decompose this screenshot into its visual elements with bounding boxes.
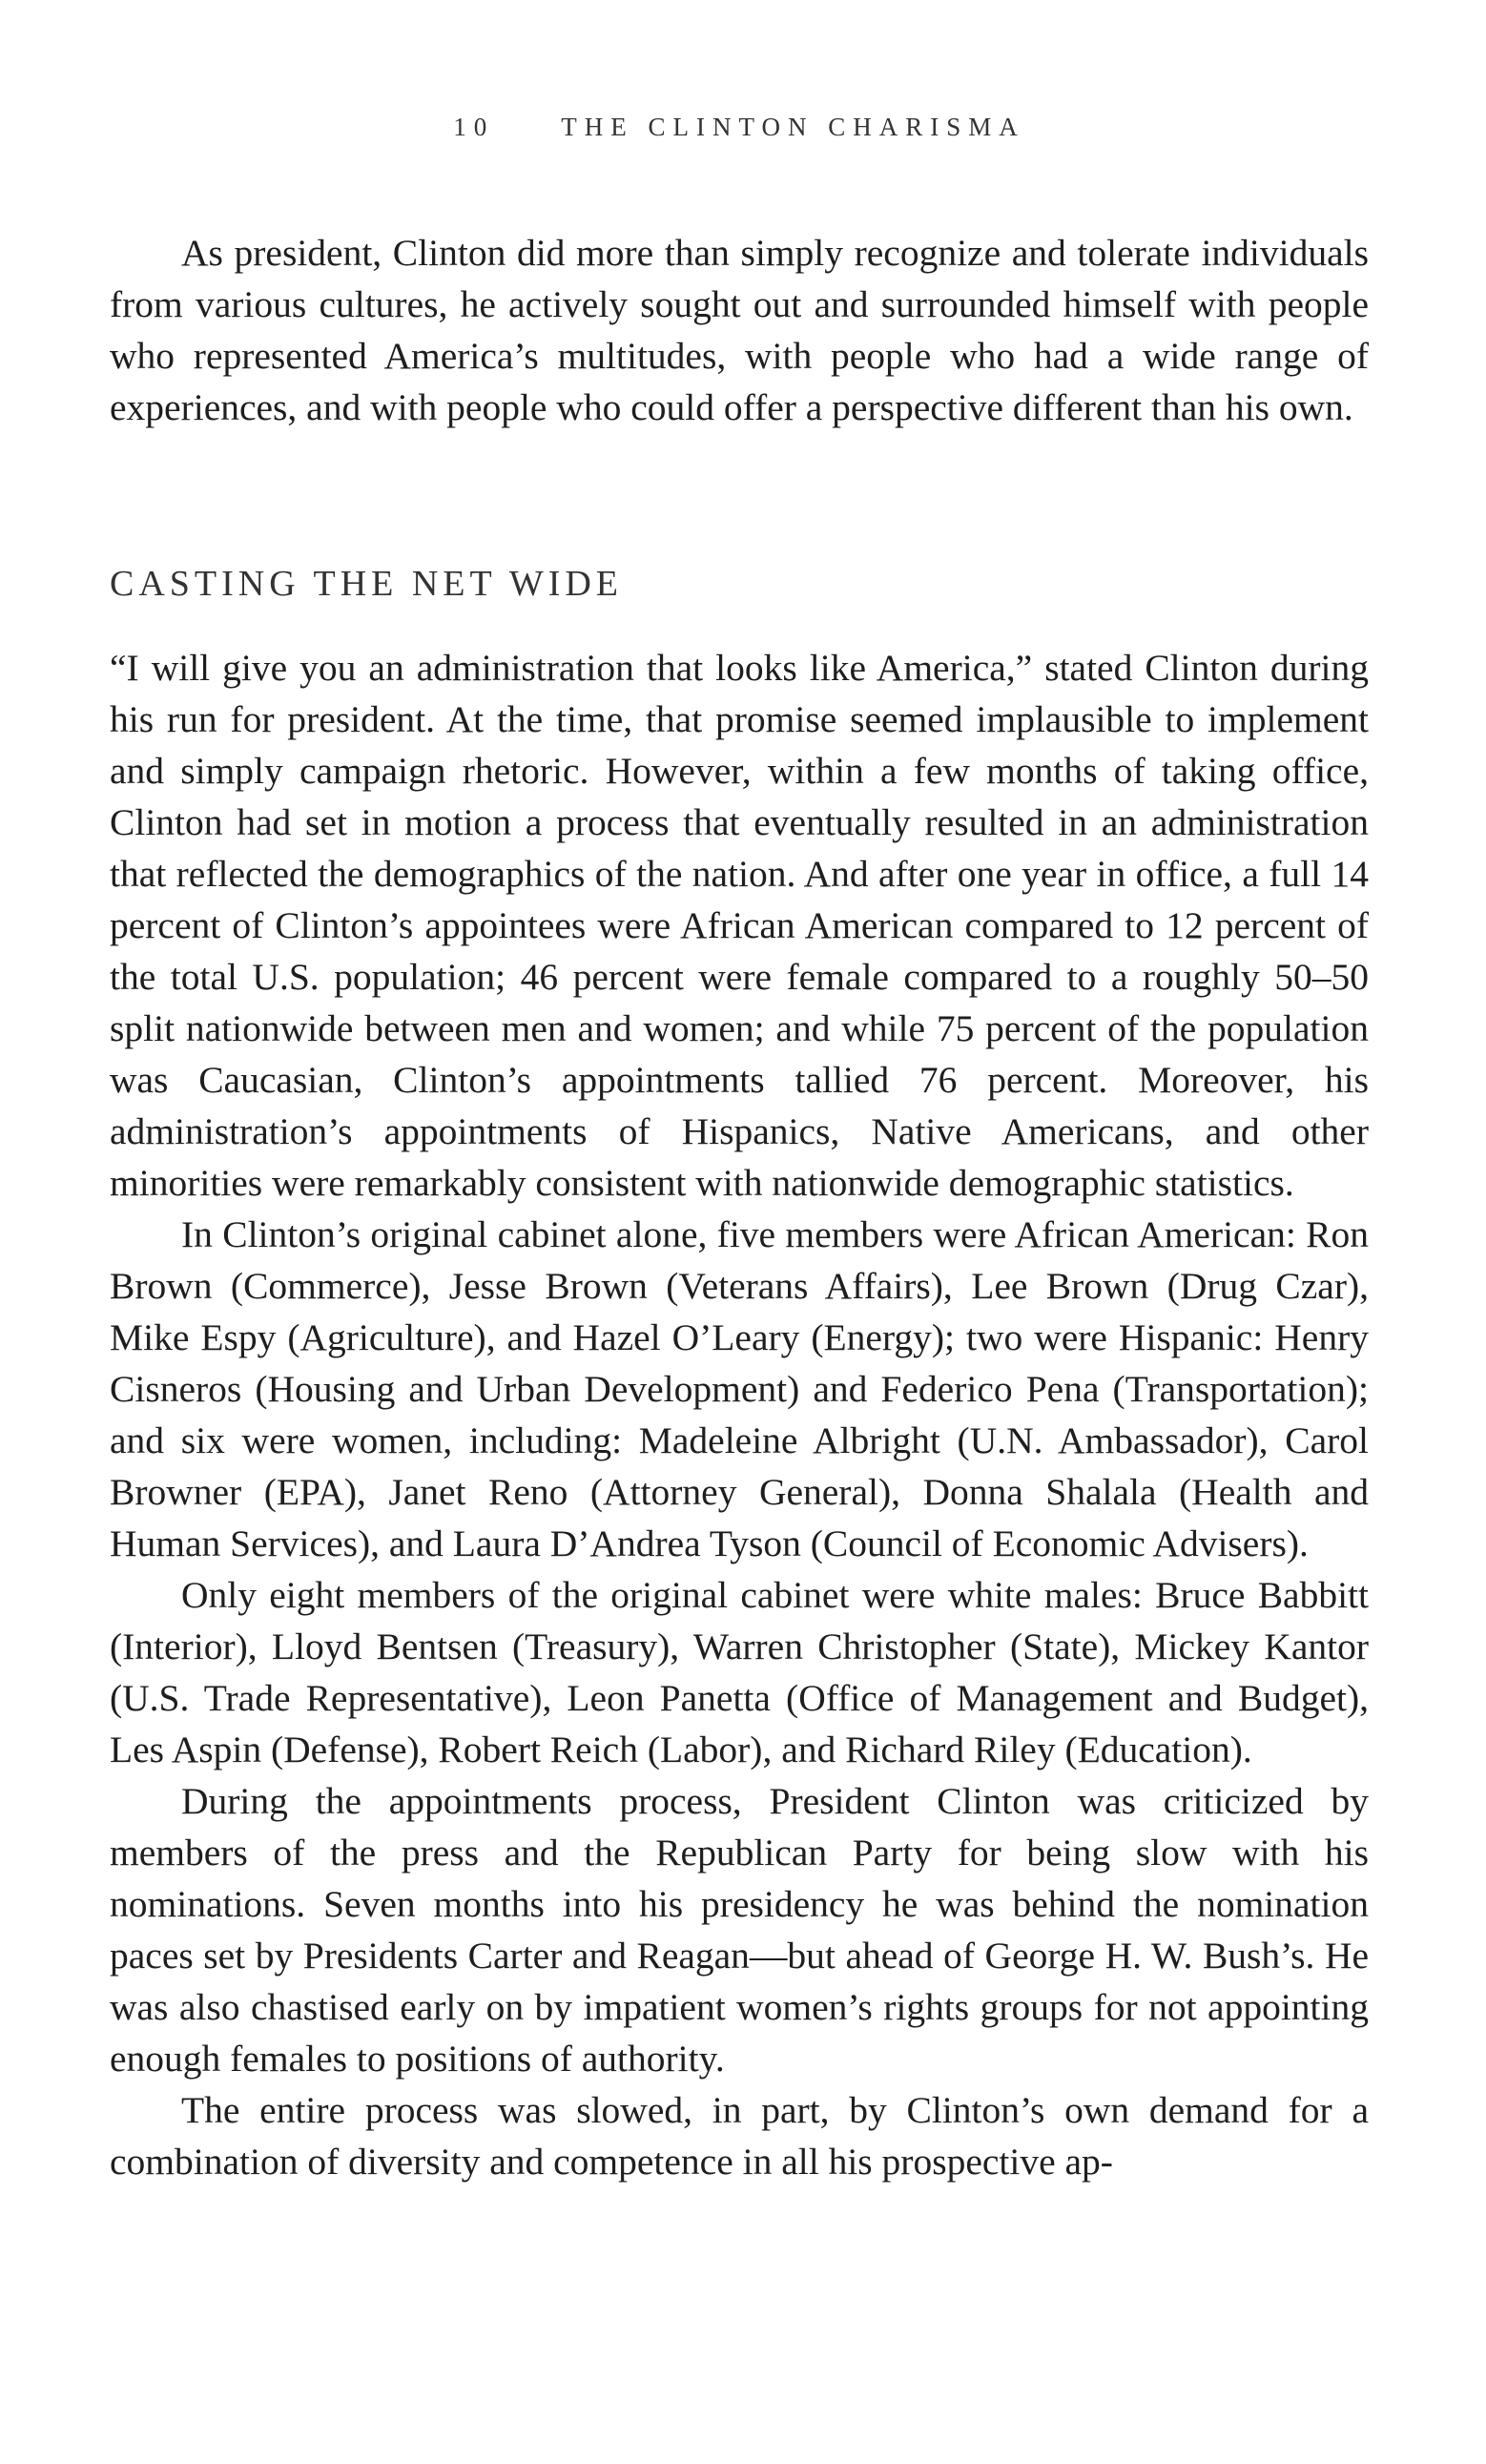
section-heading: CASTING THE NET WIDE xyxy=(110,564,624,604)
book-page xyxy=(110,0,1369,2464)
intro-paragraph: As president, Clinton did more than simply recognize and tolerate individuals from various cultures, he actively sought out and surrounded himself with people who represented America’s multitudes, with people who had a wide range of experiences, and with people who could offer a perspective different than his own. xyxy=(110,232,1369,428)
body-paragraph-4: During the appointments process, President Clinton was criticized by members of the press and the Republican Party for being slow with his nominations. Seven months into his presidency he was behind the nomination paces set by Presidents Carter and Reagan—but ahead of George H. W. Bush’s. He was also chastised early on by impatient women’s rights groups for not appointing enough females to positions of authority. xyxy=(110,1780,1369,2080)
running-head xyxy=(110,113,1369,142)
body-paragraph-1: “I will give you an administration that looks like America,” stated Clinton during his run for president. At the time, that promise seemed implausible to implement and simply campaign rhetoric. However, within a few months of taking office, Clinton had set in motion a process that eventually resulted in an administration that reflected the demographics of the nation. And after one year in office, a full 14 percent of Clinton’s appointees were African American compared to 12 percent of the total U.S. population; 46 percent were female compared to a roughly 50–50 split nationwide between men and women; and while 75 percent of the population was Caucasian, Clinton’s appointments tallied 76 percent. Moreover, his administration’s appointments of Hispanics, Native Americans, and other minorities were remarkably consistent with nationwide demographic statistics. xyxy=(110,647,1369,1204)
intro-block xyxy=(110,227,1369,433)
body-paragraph-3: Only eight members of the original cabinet were white males: Bruce Babbitt (Interior), Lloyd Bentsen (Treasury), Warren Christopher (State), Mickey Kantor (U.S. Trade Representative), Leon Panetta (Office of Management and Budget), Les Aspin (Defense), Robert Reich (Labor), and Richard Riley (Education). xyxy=(110,1574,1369,1770)
section-body xyxy=(110,642,1369,2187)
page-number: 10 xyxy=(453,113,495,141)
body-paragraph-5: The entire process was slowed, in part, by Clinton’s own demand for a combination of diversity and competence in all his prospective ap- xyxy=(110,2089,1369,2183)
body-paragraph-2: In Clinton’s original cabinet alone, five members were African American: Ron Brown (Commerce), Jesse Brown (Veterans Affairs), Lee Brown (Drug Czar), Mike Espy (Agriculture), and Hazel O’Leary (Energy); two were Hispanic: Henry Cisneros (Housing and Urban Development) and Federico Pena (Transportation); and six were women, including: Madeleine Albright (U.N. Ambassador), Carol Browner (EPA), Janet Reno (Attorney General), Donna Shalala (Health and Human Services), and Laura D’Andrea Tyson (Council of Economic Advisers). xyxy=(110,1213,1369,1564)
running-head-title: THE CLINTON CHARISMA xyxy=(561,113,1025,141)
